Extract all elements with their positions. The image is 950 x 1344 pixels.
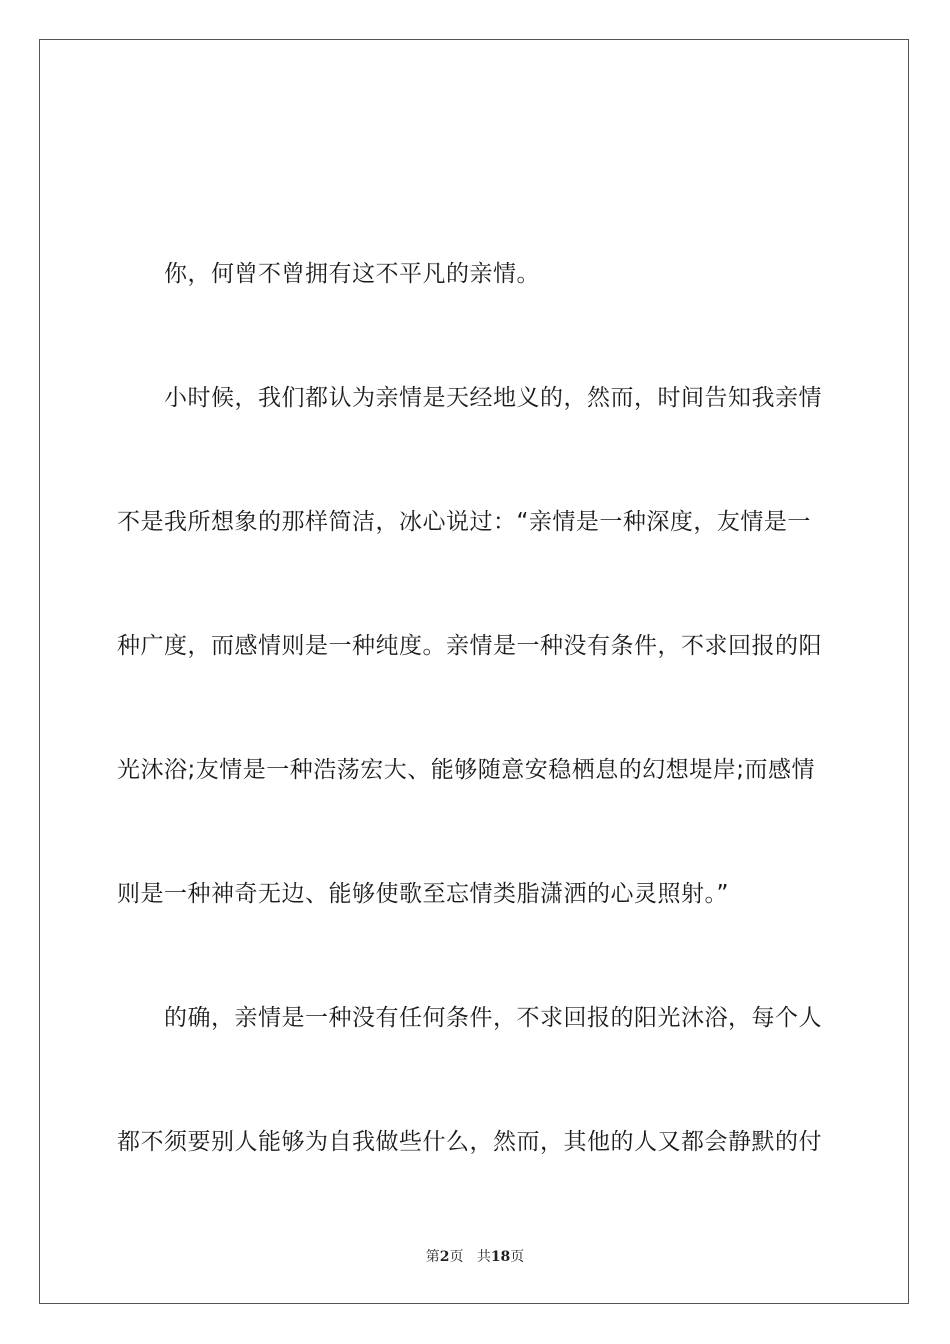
paragraph-line: 你，何曾不曾拥有这不平凡的亲情。 [164, 261, 540, 287]
total-prefix: 共 [476, 1249, 491, 1265]
paragraph-line: 的确，亲情是一种没有任何条件，不求回报的阳光沐浴，每个人 [164, 1005, 822, 1031]
paragraph-line: 种广度，而感情则是一种纯度。亲情是一种没有条件，不求回报的阳 [117, 633, 822, 659]
page-suffix: 页 [449, 1249, 464, 1265]
paragraph-line: 小时候，我们都认为亲情是天经地义的，然而，时间告知我亲情 [164, 385, 822, 411]
page-number: 2 [439, 1249, 450, 1265]
page-prefix: 第 [425, 1249, 440, 1265]
page-border [39, 39, 909, 1304]
paragraph-line: 都不须要别人能够为自我做些什么，然而，其他的人又都会静默的付 [117, 1129, 822, 1155]
total-pages: 18 [490, 1249, 511, 1265]
paragraph-line: 则是一种神奇无边、能够使歌至忘情类脂潇洒的心灵照射。” [117, 881, 729, 907]
paragraph-line: 光沐浴;友情是一种浩荡宏大、能够随意安稳栖息的幻想堤岸;而感情 [117, 757, 815, 783]
paragraph-line: 不是我所想象的那样简洁，冰心说过：“亲情是一种深度，友情是一 [117, 509, 811, 535]
page-footer [0, 1246, 950, 1266]
total-suffix: 页 [510, 1249, 525, 1265]
